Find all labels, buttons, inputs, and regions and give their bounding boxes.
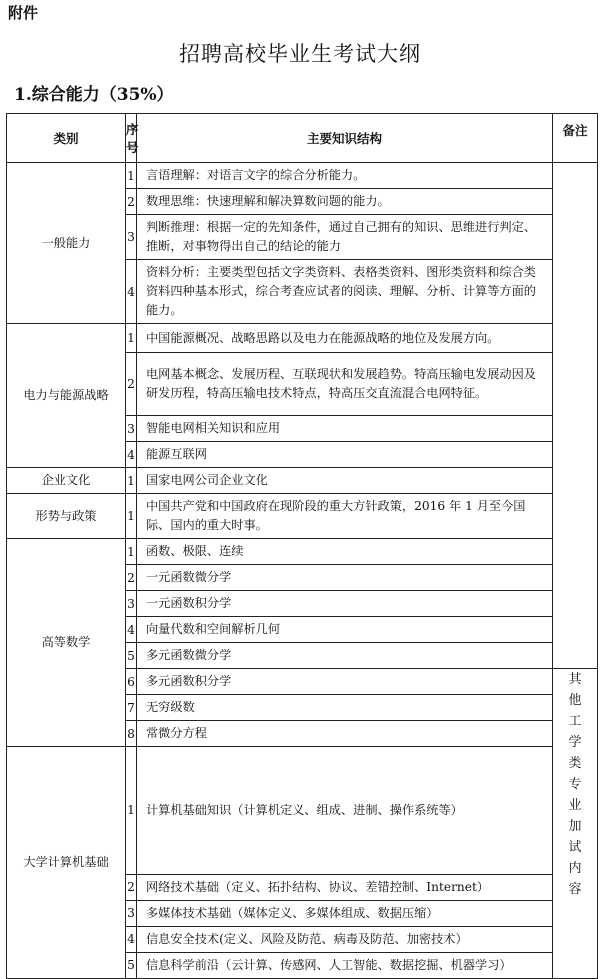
- row-number: 2: [126, 874, 137, 900]
- row-number: 6: [126, 669, 137, 695]
- page-title: 招聘高校毕业生考试大纲: [179, 42, 421, 66]
- row-content: 言语理解：对语言文字的综合分析能力。: [137, 163, 553, 189]
- category-advanced-math: 高等数学: [7, 539, 126, 747]
- row-number: 3: [126, 591, 137, 617]
- row-number: 3: [126, 215, 137, 260]
- row-number: 3: [126, 416, 137, 442]
- table-header-row: [7, 114, 598, 163]
- row-number: 4: [126, 926, 137, 952]
- row-content: 信息安全技术(定义、风险及防范、病毒及防范、加密技术）: [137, 926, 553, 952]
- row-content: 网络技术基础（定义、拓扑结构、协议、差错控制、Internet）: [137, 874, 553, 900]
- remark-cell-bottom: [553, 900, 598, 978]
- category-corporate-culture: 企业文化: [7, 468, 126, 494]
- row-number: 1: [126, 163, 137, 189]
- row-content: 一元函数微分学: [137, 565, 553, 591]
- row-content: 向量代数和空间解析几何: [137, 617, 553, 643]
- category-policy: 形势与政策: [7, 494, 126, 539]
- row-content: 多媒体技术基础（媒体定义、多媒体组成、数据压缩）: [137, 900, 553, 926]
- row-number: 5: [126, 643, 137, 669]
- attachment-label: 附件: [8, 4, 39, 22]
- syllabus-table: [6, 113, 598, 979]
- row-content: 判断推理：根据一定的先知条件，通过自己拥有的知识、思维进行判定、推断，对事物得出自己的结论的能力: [137, 215, 553, 260]
- row-number: 1: [126, 494, 137, 539]
- table-row: [7, 324, 598, 353]
- category-computer-basics: 大学计算机基础: [7, 747, 126, 979]
- row-content: 常微分方程: [137, 721, 553, 747]
- row-content: 能源互联网: [137, 442, 553, 468]
- row-number: 4: [126, 260, 137, 324]
- header-remark: 备注: [553, 114, 598, 163]
- row-content: 无穷级数: [137, 695, 553, 721]
- row-number: 2: [126, 565, 137, 591]
- table-row: [7, 468, 598, 494]
- remark-cell-top: [553, 163, 598, 189]
- row-content: 中国能源概况、战略思路以及电力在能源战略的地位及发展方向。: [137, 324, 553, 353]
- row-number: 1: [126, 539, 137, 565]
- row-content: 多元函数微分学: [137, 643, 553, 669]
- row-number: 2: [126, 353, 137, 416]
- row-number: 5: [126, 952, 137, 978]
- table-row: [7, 539, 598, 565]
- header-number: 序号: [126, 114, 137, 163]
- row-content: 智能电网相关知识和应用: [137, 416, 553, 442]
- category-power-energy: 电力与能源战略: [7, 324, 126, 468]
- row-content: 中国共产党和中国政府在现阶段的重大方针政策，2016 年 1 月至今国际、国内的重大时事。: [137, 494, 553, 539]
- row-content: 数理思维：快速理解和解决算数问题的能力。: [137, 189, 553, 215]
- header-category: 类别: [7, 114, 126, 163]
- section-heading: 1.综合能力（35%）: [14, 85, 174, 105]
- row-content: 函数、极限、连续: [137, 539, 553, 565]
- row-number: 4: [126, 442, 137, 468]
- row-content: 计算机基础知识（计算机定义、组成、进制、操作系统等）: [137, 747, 553, 875]
- row-number: 1: [126, 324, 137, 353]
- row-number: 1: [126, 747, 137, 875]
- row-content: 多元函数积分学: [137, 669, 553, 695]
- row-content: 资料分析：主要类型包括文字类资料、表格类资料、图形类资料和综合类资料四种基本形式，综合考查应试者的阅读、理解、分析、计算等方面的能力。: [137, 260, 553, 324]
- header-content: 主要知识结构: [137, 114, 553, 163]
- table-row: [7, 747, 598, 875]
- row-number: 7: [126, 695, 137, 721]
- table-row: [7, 163, 598, 189]
- remark-text: 其他工学类专业加试内容: [553, 669, 598, 901]
- row-number: 4: [126, 617, 137, 643]
- row-content: 电网基本概念、发展历程、互联现状和发展趋势。特高压输电发展动因及研发历程，特高压输电技术特点，特高压交直流混合电网特征。: [137, 353, 553, 416]
- table-row: [7, 494, 598, 539]
- row-number: 3: [126, 900, 137, 926]
- row-content: 一元函数积分学: [137, 591, 553, 617]
- category-general-ability: 一般能力: [7, 163, 126, 324]
- row-content: 信息科学前沿（云计算、传感网、人工智能、数据挖掘、机器学习）: [137, 952, 553, 978]
- row-number: 2: [126, 189, 137, 215]
- row-content: 国家电网公司企业文化: [137, 468, 553, 494]
- row-number: 1: [126, 468, 137, 494]
- row-number: 8: [126, 721, 137, 747]
- remark-cell-blank: [553, 189, 598, 669]
